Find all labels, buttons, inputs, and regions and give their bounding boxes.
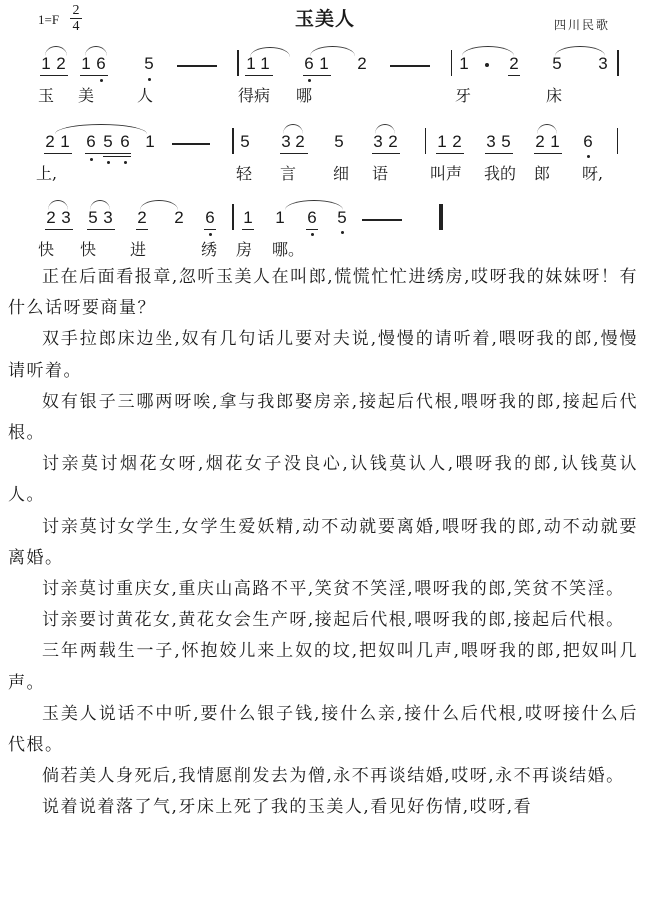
verse: 讨亲莫讨重庆女,重庆山高路不平,笑贫不笑淫,喂呀我的郎,笑贫不笑淫。 <box>42 579 625 600</box>
barline <box>425 128 426 154</box>
song-title: 玉美人 <box>294 8 355 30</box>
dash <box>172 143 210 145</box>
lyric: 进 <box>130 240 147 259</box>
verse: 倘若美人身死后,我情愿削发去为僧,永不再谈结婚,哎呀,永不再谈结婚。 <box>42 766 625 787</box>
low-octave-dot <box>311 233 314 236</box>
note: 5 <box>240 132 250 151</box>
barline <box>232 204 234 230</box>
note: 6 <box>120 132 130 151</box>
underline <box>303 75 331 76</box>
low-octave-dot <box>148 78 151 81</box>
note: 6 <box>86 132 96 151</box>
barline <box>451 50 452 76</box>
low-octave-dot <box>587 155 590 158</box>
note: 5 <box>334 132 344 151</box>
dash <box>390 65 430 67</box>
lyric: 哪。 <box>272 240 305 259</box>
low-octave-dot <box>308 79 311 82</box>
lyric: 哪 <box>296 86 313 105</box>
underline <box>508 75 520 76</box>
score-header <box>0 0 650 40</box>
underline <box>280 153 308 154</box>
score-line-2 <box>0 120 650 190</box>
note: 1 <box>459 54 469 73</box>
note: 1 <box>243 208 253 227</box>
underline <box>136 229 148 230</box>
note: 1 <box>145 132 155 151</box>
note: 2 <box>357 54 367 73</box>
lyric: 呀, <box>582 164 604 183</box>
note: 2 <box>137 208 147 227</box>
song-source: 四川民歌 <box>553 18 610 32</box>
slur <box>250 47 290 57</box>
verse: 玉美人说话不中听,要什么银子钱,接什么亲,接什么后代根,哎呀接什么后代根。 <box>8 703 638 756</box>
lyric: 房 <box>236 240 253 259</box>
low-octave-dot <box>107 161 110 164</box>
verse: 双手拉郎床边坐,奴有几句话儿要对夫说,慢慢的请听着,喂呀我的郎,慢慢请听着。 <box>8 329 638 381</box>
underline <box>85 153 131 154</box>
note: 6 <box>304 54 314 73</box>
lyric: 绣 <box>201 240 218 259</box>
score-line-1 <box>0 42 650 112</box>
note: 5 <box>103 132 113 151</box>
underline <box>87 229 115 230</box>
note: 1 <box>81 54 91 73</box>
note: 5 <box>144 54 154 73</box>
note: 3 <box>281 132 291 151</box>
low-octave-dot <box>341 231 344 234</box>
note: 3 <box>373 132 383 151</box>
verse: 说着说着落了气,牙床上死了我的玉美人,看见好伤情,哎呀,看 <box>42 797 533 818</box>
low-octave-dot <box>100 79 103 82</box>
lyric: 言 <box>280 164 297 183</box>
note: 2 <box>452 132 462 151</box>
barline <box>617 128 618 154</box>
underline <box>80 75 108 76</box>
note: 1 <box>319 54 329 73</box>
note: 6 <box>205 208 215 227</box>
note: 2 <box>174 208 184 227</box>
low-octave-dot <box>90 158 93 161</box>
lyric: 床 <box>546 86 563 105</box>
meter-denominator: 4 <box>72 19 80 34</box>
note: 3 <box>598 54 608 73</box>
lyric: 快 <box>38 240 55 259</box>
note: 1 <box>437 132 447 151</box>
low-octave-dot <box>209 233 212 236</box>
underline <box>45 229 73 230</box>
note: 1 <box>260 54 270 73</box>
note: 2 <box>46 208 56 227</box>
note: 1 <box>550 132 560 151</box>
barline <box>237 50 239 76</box>
underline <box>44 153 72 154</box>
verse-lyrics <box>8 262 638 824</box>
lyric: 美 <box>78 86 95 105</box>
note: 1 <box>41 54 51 73</box>
note: 2 <box>45 132 55 151</box>
lyric: 玉 <box>38 86 55 105</box>
meter-numerator: 2 <box>70 3 82 19</box>
note: 5 <box>552 54 562 73</box>
underline <box>372 153 400 154</box>
note: 5 <box>337 208 347 227</box>
verse: 正在后面看报章,忽听玉美人在叫郎,慌慌忙忙进绣房,哎呀我的妹妹呀！有什么话呀要商量？ <box>8 267 638 319</box>
lyric: 语 <box>372 164 389 183</box>
verse: 讨亲莫讨女学生,女学生爱妖精,动不动就要离婚,喂呀我的郎,动不动就要离婚。 <box>8 516 638 568</box>
final-barline <box>439 204 443 230</box>
lyric: 牙 <box>455 86 472 105</box>
note: 1 <box>246 54 256 73</box>
note: 3 <box>61 208 71 227</box>
lyric: 细 <box>333 164 350 183</box>
lyric: 郎 <box>534 164 551 183</box>
lyric: 人 <box>137 86 154 105</box>
barline <box>232 128 234 154</box>
note: 1 <box>275 208 285 227</box>
underline <box>204 229 216 230</box>
lyric: 叫声 <box>430 164 463 183</box>
underline <box>40 75 68 76</box>
verse: 讨亲莫讨烟花女呀,烟花女子没良心,认钱莫认人,喂呀我的郎,认钱莫认人。 <box>8 454 638 506</box>
underline <box>436 153 464 154</box>
slur <box>310 46 355 56</box>
double-underline <box>103 156 131 157</box>
underline <box>306 229 318 230</box>
note: 2 <box>56 54 66 73</box>
dash <box>177 65 217 67</box>
lyric: 轻 <box>236 164 253 183</box>
verse: 三年两载生一子,怀抱姣儿来上奴的坟,把奴叫几声,喂呀我的郎,把奴叫几声。 <box>8 641 638 693</box>
note: 1 <box>60 132 70 151</box>
note: 6 <box>583 132 593 151</box>
note: 2 <box>295 132 305 151</box>
underline <box>534 153 562 154</box>
dash <box>362 219 402 221</box>
score-line-3 <box>0 196 650 266</box>
underline <box>242 229 254 230</box>
verse: 讨亲要讨黄花女,黄花女会生产呀,接起后代根,喂呀我的郎,接起后代根。 <box>42 610 625 631</box>
note: 2 <box>509 54 519 73</box>
note: 2 <box>535 132 545 151</box>
note: 2 <box>388 132 398 151</box>
key-signature: 1=F <box>38 12 60 27</box>
note: 3 <box>103 208 113 227</box>
barline <box>617 50 619 76</box>
note: 3 <box>486 132 496 151</box>
note: 5 <box>88 208 98 227</box>
lyric: 我的 <box>484 164 517 183</box>
underline <box>245 75 273 76</box>
low-octave-dot <box>124 161 127 164</box>
verse: 奴有银子三哪两呀唉,拿与我郎娶房亲,接起后代根,喂呀我的郎,接起后代根。 <box>8 391 638 444</box>
underline <box>485 153 513 154</box>
lyric: 快 <box>80 240 97 259</box>
augmentation-dot <box>485 63 489 67</box>
note: 6 <box>96 54 106 73</box>
note: 5 <box>501 132 511 151</box>
lyric: 得病 <box>238 86 271 105</box>
lyric: 上, <box>36 164 58 183</box>
note: 6 <box>307 208 317 227</box>
